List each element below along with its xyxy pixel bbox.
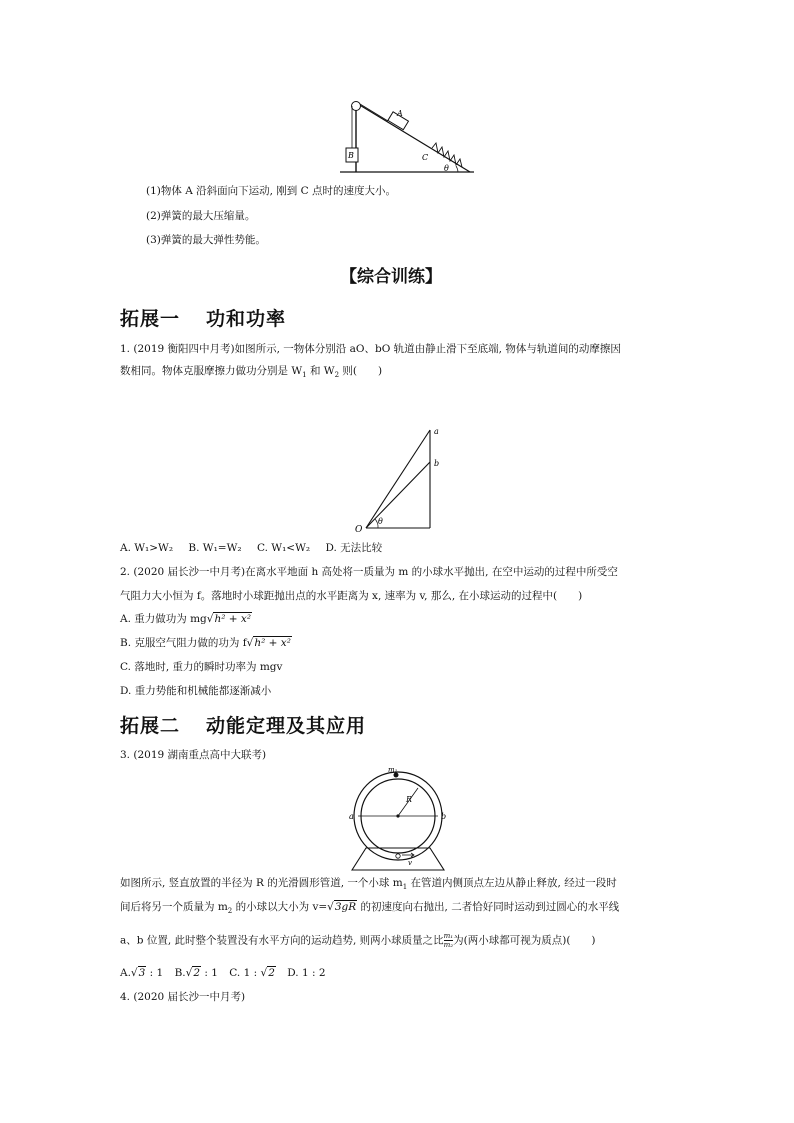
q4-header: 4. (2020 届长沙一中月考) (120, 991, 246, 1003)
label-b: b (434, 459, 440, 468)
ext2-label: 拓展二 (120, 715, 181, 737)
ext2-heading (120, 711, 366, 738)
top-item-1: (1)物体 A 沿斜面向下运动, 刚到 C 点时的速度大小。 (146, 185, 397, 197)
label-theta: θ (378, 517, 383, 526)
q2-line2: 气阻力大小恒为 f。落地时小球距抛出点的水平距离为 x, 速率为 v, 那么, 在小球运动的过程中( ) (120, 590, 583, 602)
label-a: A (397, 109, 403, 118)
q2-option-a[interactable]: A. 重力做功为 mg√h² + x² (120, 613, 252, 625)
label-b: B (348, 151, 354, 160)
label-v: v (408, 859, 412, 867)
section-title: 【综合训练】 (340, 267, 442, 287)
q1-line2: 数相同。物体克服摩擦力做功分别是 $W_1$ 和 $W_2$ 则( ) (120, 365, 383, 380)
q2-option-b[interactable]: B. 克服空气阻力做的功为 f√h² + x² (120, 637, 291, 649)
label-b: b (441, 812, 447, 821)
q1-option-d[interactable]: D. 无法比较 (325, 542, 383, 554)
q1-option-b[interactable]: B. W₁=W₂ (188, 542, 242, 554)
ext1-title: 功和功率 (206, 308, 287, 330)
ext1-label: 拓展一 (120, 308, 181, 330)
label-r: R (406, 795, 413, 804)
q3-line2: 间后将另一个质量为 $m_2$ 的小球以大小为 v=√3gR 的初速度向右抛出, 二者恰好同时运动到过圆心的水平线 (120, 901, 620, 916)
q1-option-a[interactable]: A. W₁>W₂ (120, 542, 174, 554)
q3-option-a[interactable]: A.√3 : 1 (120, 967, 164, 979)
ext2-title: 动能定理及其应用 (206, 715, 367, 737)
top-item-3: (3)弹簧的最大弹性势能。 (146, 234, 266, 246)
q3-option-c[interactable]: C. 1 : √2 (229, 967, 275, 979)
q2-line1: 2. (2020 届长沙一中月考)在离水平地面 h 高处将一质量为 m 的小球水平抛出, 在空中运动的过程中所受空 (120, 566, 618, 578)
q3-line1: 如图所示, 竖直放置的半径为 R 的光滑圆形管道, 一个小球 $m_1$ 在管道内侧顶点左边从静止释放, 经过一段时 (120, 877, 617, 892)
label-o: O (355, 525, 363, 532)
label-theta: θ (444, 164, 449, 173)
label-a: a (349, 812, 354, 821)
q3-option-d[interactable]: D. 1 : 2 (287, 967, 326, 979)
q2-option-c[interactable]: C. 落地时, 重力的瞬时功率为 mgv (120, 661, 283, 673)
q1-option-c[interactable]: C. W₁<W₂ (256, 542, 311, 554)
q1-line1: 1. (2019 衡阳四中月考)如图所示, 一物体分别沿 aO、bO 轨道由静止滑下至底端, 物体与轨道间的动摩擦因 (120, 343, 621, 355)
tracks-figure (352, 424, 452, 532)
label-c: C (422, 153, 429, 162)
q3-line3: a、b 位置, 此时整个装置没有水平方向的运动趋势, 则两小球质量之比 $\frac{\text{m₁}}{\text{m₂}}$ 为(两小球都可视为质点)( ) (120, 932, 596, 949)
q2-option-d[interactable]: D. 重力势能和机械能都逐渐减小 (120, 685, 272, 697)
top-item-2: (2)弹簧的最大压缩量。 (146, 210, 256, 222)
q3-options (120, 966, 326, 980)
q3-header: 3. (2019 湖南重点高中大联考) (120, 749, 267, 761)
q1-options (120, 541, 382, 555)
mass-ratio-fraction: $\frac{\text{m₁}}{\text{m₂}}$ (443, 932, 454, 949)
label-a: a (434, 427, 439, 436)
circular-pipe-figure (344, 764, 454, 872)
label-m1: m₁ (388, 766, 398, 774)
q3-option-b[interactable]: B.√2 : 1 (174, 967, 218, 979)
incline-pulley-figure (340, 96, 480, 176)
ext1-heading (120, 304, 286, 331)
